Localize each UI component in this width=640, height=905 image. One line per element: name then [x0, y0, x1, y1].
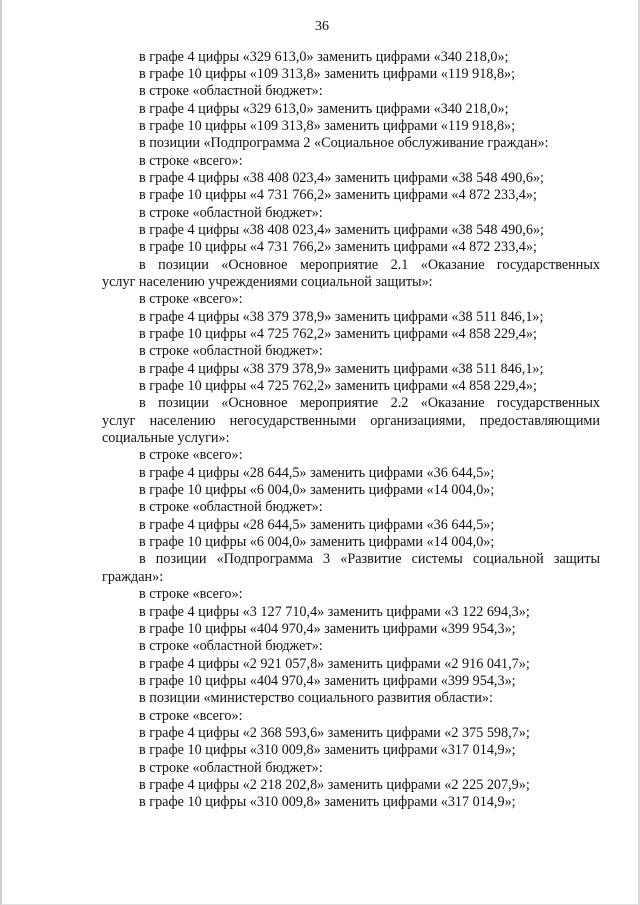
document-body	[102, 49, 600, 812]
text-line: в позиции «Подпрограмма 3 «Развитие системы социальной защиты	[139, 551, 600, 568]
text-line: в графе 10 цифры «404 970,4» заменить цифрами «399 954,3»;	[139, 620, 516, 637]
text-line: в строке «всего»:	[139, 291, 243, 308]
page-number: 36	[315, 19, 329, 34]
text-line: в графе 10 цифры «310 009,8» заменить цифрами «317 014,9»;	[139, 742, 516, 759]
text-line: в строке «всего»:	[139, 586, 243, 603]
text-line: в графе 4 цифры «2 921 057,8» заменить цифрами «2 916 041,7»;	[139, 655, 530, 672]
text-line: в графе 4 цифры «38 408 023,4» заменить цифрами «38 548 490,6»;	[139, 221, 544, 238]
text-line: в строке «областной бюджет»:	[139, 759, 323, 776]
text-line: в графе 10 цифры «6 004,0» заменить цифрами «14 004,0»;	[139, 534, 495, 551]
text-line: в графе 4 цифры «28 644,5» заменить цифрами «36 644,5»;	[139, 464, 495, 481]
text-line: в графе 4 цифры «329 613,0» заменить цифрами «340 218,0»;	[139, 48, 509, 65]
text-line: в графе 10 цифры «4 725 762,2» заменить цифрами «4 858 229,4»;	[139, 326, 537, 342]
text-line: в позиции «Основное мероприятие 2.2 «Оказание государственных	[139, 395, 600, 412]
text-line: в графе 4 цифры «38 379 378,9» заменить цифрами «38 511 846,1»;	[139, 308, 544, 325]
text-line: социальные услуги»:	[102, 430, 230, 447]
text-line: в графе 10 цифры «404 970,4» заменить цифрами «399 954,3»;	[139, 672, 516, 689]
text-line: в графе 4 цифры «329 613,0» заменить цифрами «340 218,0»;	[139, 100, 509, 117]
text-line: в строке «областной бюджет»:	[139, 204, 323, 221]
text-line: в графе 4 цифры «2 368 593,6» заменить цифрами «2 375 598,7»;	[139, 724, 530, 741]
text-line: в строке «всего»:	[139, 447, 243, 464]
text-line: в графе 10 цифры «4 725 762,2» заменить цифрами «4 858 229,4»;	[139, 378, 537, 395]
text-line: в графе 10 цифры «4 731 766,2» заменить цифрами «4 872 233,4»;	[139, 239, 537, 256]
text-line: в позиции «Основное мероприятие 2.1 «Оказание государственных	[139, 256, 600, 273]
text-line: в графе 4 цифры «3 127 710,4» заменить цифрами «3 122 694,3»;	[139, 603, 530, 620]
text-line: в графе 10 цифры «109 313,8» заменить цифрами «119 918,8»;	[139, 117, 516, 134]
text-line: в строке «областной бюджет»:	[139, 638, 323, 655]
text-line: услуг населению учреждениями социальной защиты»:	[102, 273, 433, 290]
text-line: в строке «всего»:	[139, 152, 243, 169]
text-line: граждан»:	[102, 568, 164, 585]
text-line: в позиции «Подпрограмма 2 «Социальное обслуживание граждан»:	[139, 135, 549, 152]
text-line: в позиции «министерство социального развития области»:	[139, 690, 493, 707]
text-line: в строке «всего»:	[139, 707, 243, 724]
text-line: в графе 10 цифры «6 004,0» заменить цифрами «14 004,0»;	[139, 482, 495, 499]
text-line: в графе 4 цифры «2 218 202,8» заменить цифрами «2 225 207,9»;	[139, 776, 530, 793]
text-line: в графе 4 цифры «38 379 378,9» заменить цифрами «38 511 846,1»;	[139, 360, 544, 377]
text-line: в графе 10 цифры «310 009,8» заменить цифрами «317 014,9»;	[139, 794, 516, 811]
text-line: в строке «областной бюджет»:	[139, 83, 323, 100]
text-line: услуг населению негосударственными организациями, предоставляющими	[102, 412, 600, 429]
text-line: в графе 10 цифры «4 731 766,2» заменить цифрами «4 872 233,4»;	[139, 187, 537, 204]
text-line: в строке «областной бюджет»:	[139, 343, 323, 360]
text-line: в графе 4 цифры «28 644,5» заменить цифрами «36 644,5»;	[139, 516, 495, 533]
text-line: в графе 10 цифры «109 313,8» заменить цифрами «119 918,8»;	[139, 65, 516, 82]
text-line: в строке «областной бюджет»:	[139, 499, 323, 516]
text-line: в графе 4 цифры «38 408 023,4» заменить цифрами «38 548 490,6»;	[139, 169, 544, 186]
